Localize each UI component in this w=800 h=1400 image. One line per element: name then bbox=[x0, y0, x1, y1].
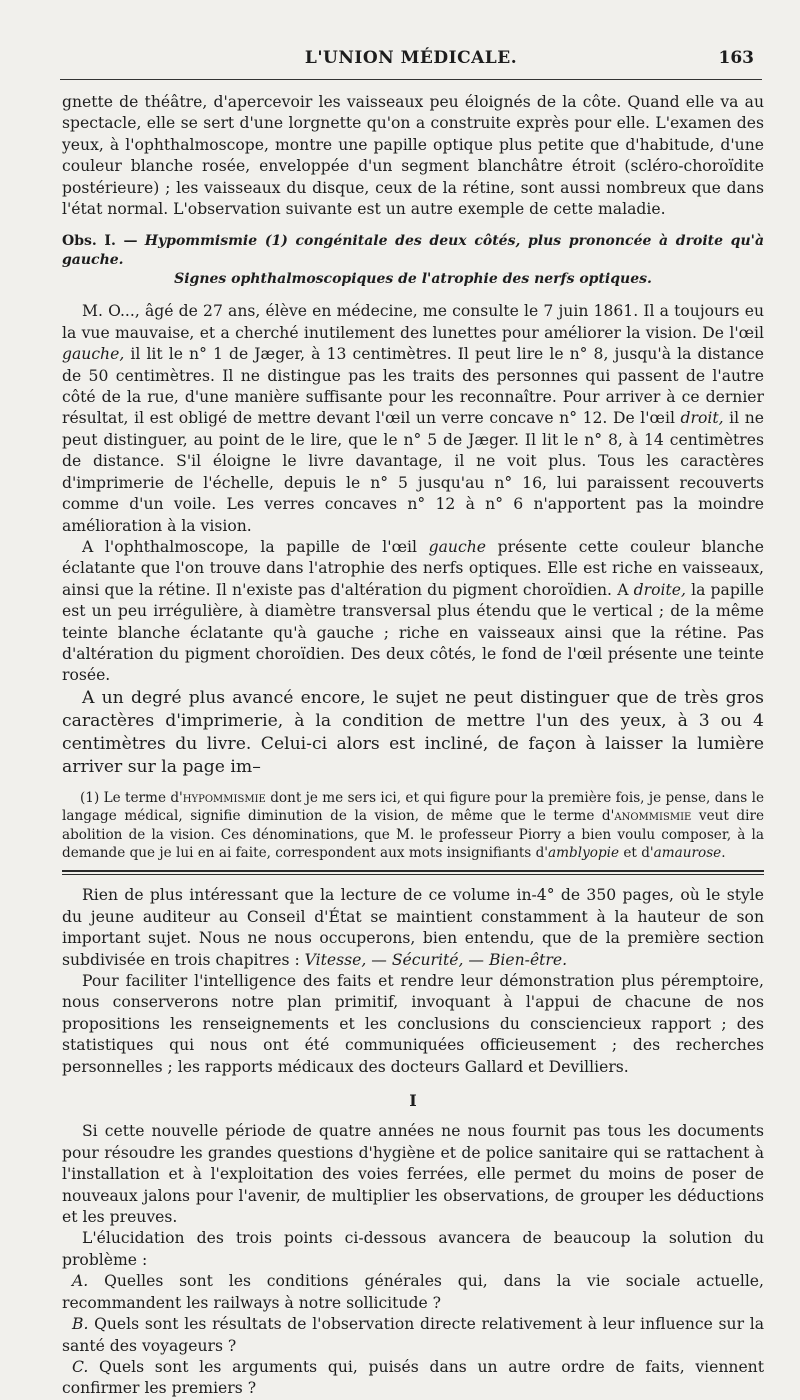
feuilleton-paragraph-1 bbox=[62, 885, 764, 971]
observation-paragraph-1 bbox=[62, 301, 764, 536]
feuilleton-p1-text: Rien de plus intéressant que la lecture de ce volume in-4° de 350 pages, où le style du jeune auditeur au Conseil d'État se maintient constamment à la hauteur de son important sujet. Nous ne nous occuperons, bien entendu, que de la première section subdivisée en trois chapitres : bbox=[62, 886, 764, 969]
observation-label: Obs. I. — bbox=[62, 233, 138, 250]
feuilleton-separator bbox=[62, 870, 764, 875]
header-rule bbox=[60, 79, 762, 80]
footnote-b: dont je me sers ici, et qui figure pour la première fois, je pense, dans le langage médical, signifie diminution de la vision, de même que le terme d' bbox=[62, 789, 764, 825]
obs-p2-droite: droite, bbox=[633, 580, 686, 599]
footnote-hypommismie: hypommismie bbox=[182, 789, 266, 806]
feuilleton-paragraph-4: L'élucidation des trois points ci-dessous avancera de beaucoup la solution du problème : bbox=[62, 1229, 764, 1269]
obs-p1-text-b: il lit le n° 1 de Jæger, à 13 centimètres. Il peut lire le n° 8, jusqu'à la distance de 50 centimètres. Il ne distingue pas les traits des personnes qui passent de l'autre côté de la rue, d'une manière suffisante pour les reconnaître. Pour arriver à ce dernier résultat, il est obligé de mettre devant l'œil un verre concave n° 12. De l'œil bbox=[62, 345, 764, 428]
footnote-d: et d' bbox=[619, 844, 654, 861]
feuilleton-paragraph-2: Pour faciliter l'intelligence des faits et rendre leur démonstration plus péremptoire, nous conserverons notre plan primitif, invoquant à l'appui de chacune de nos propositions les renseignements et les conclusions du consciencieux rapport ; des statistiques qui nous ont été communiquées officieusement ; des recherches personnelles ; les rapports médicaux des docteurs Gallard et Devilliers. bbox=[62, 972, 764, 1076]
running-head bbox=[58, 42, 764, 72]
feuilleton-paragraph-3: Si cette nouvelle période de quatre années ne nous fournit pas tous les documents pour résoudre les grandes questions d'hygiène et de police sanitaire qui se rattachent à l'installation et à l'exploitation des voies ferrées, elle permet du moins de poser de nouveaux jalons pour l'avenir, de multiplier les observations, de grouper les déductions et les preuves. bbox=[62, 1122, 764, 1227]
obs-p1-text-c: il ne peut distinguer, au point de le lire, que le n° 5 de Jæger. Il lit le n° 8, à 14 centimètres de distance. S'il éloigne le livre davantage, il ne voit plus. Tous les caractères d'imprimerie de l'échelle, depuis le n° 5 jusqu'au n° 16, lui paraissent recouverts comme d'un voile. Les verres concaves n° 12 à n° 6 n'apportent pas la moindre amélioration à la vision. bbox=[62, 409, 764, 535]
footnote-amblyopie: amblyopie bbox=[548, 844, 620, 861]
obs-p2-text-b: présente cette couleur blanche éclatante que l'on trouve dans l'atrophie des nerfs optiques. Elle est riche en vaisseaux, ainsi que la rétine. Il n'existe pas d'altération du pigment choroïdien. A bbox=[62, 537, 764, 599]
footnote-a: (1) Le terme d' bbox=[80, 789, 183, 806]
footnote-c: veut dire abolition de la vision. Ces dénominations, que M. le professeur Piorry a bien voulu composer, à la demande que je lui en ai faite, correspondent aux mots insignifiants d' bbox=[62, 808, 764, 861]
footnote-text bbox=[62, 789, 764, 863]
observation-heading bbox=[62, 232, 764, 289]
vitesse-label: Vitesse, bbox=[304, 950, 367, 969]
obs-p2-text-c: la papille est un peu irrégulière, à diamètre transversal plus étendu que le vertical ; de la même teinte blanche éclatante qu'à gauche ; riche en vaisseaux ainsi que la rétine. Pas d'altération du pigment choroïdien. Des deux côtés, le fond de l'œil présente une teinte rosée. bbox=[62, 580, 764, 685]
bien-etre-label: Bien-être. bbox=[488, 950, 568, 969]
question-b bbox=[62, 1314, 764, 1357]
feuilleton bbox=[62, 885, 764, 1399]
question-a bbox=[62, 1271, 764, 1314]
question-b-letter: B. bbox=[72, 1315, 89, 1334]
observation-paragraph-2 bbox=[62, 537, 764, 687]
footnote-anommismie: anommismie bbox=[614, 808, 692, 825]
obs-p2-text-a: A l'ophthalmoscope, la papille de l'œil bbox=[82, 537, 429, 556]
obs-p2-gauche: gauche bbox=[428, 537, 486, 556]
main-text bbox=[62, 92, 764, 1400]
question-a-letter: A. bbox=[72, 1272, 89, 1291]
dash-1: — bbox=[366, 950, 392, 969]
observation-body bbox=[62, 301, 764, 686]
question-c-letter: C. bbox=[72, 1357, 89, 1376]
footnote-amaurose: amaurose bbox=[653, 844, 722, 861]
running-title: L'UNION MÉDICALE. bbox=[304, 48, 518, 68]
obs-p1-gauche: gauche, bbox=[62, 345, 125, 364]
obs-p1-droit: droit, bbox=[680, 409, 724, 428]
observation-subtitle: Signes ophthalmoscopiques de l'atrophie des nerfs optiques. bbox=[174, 271, 652, 288]
observation-title: Hypommismie (1) congénitale des deux côtés, plus prononcée à droite qu'à gauche. bbox=[62, 233, 765, 269]
intro-paragraph: gnette de théâtre, d'apercevoir les vaisseaux peu éloignés de la côte. Quand elle va au spectacle, elle se sert d'une lorgnette qu'on a construite exprès pour elle. L'examen des yeux, à l'ophthalmoscope, montre une papille optique plus petite que d'habitude, d'une couleur blanche rosée, enveloppée d'un segment blanchâtre étroit (scléro-choroïdite postérieure) ; les vaisseaux du disque, ceux de la rétine, sont aussi nombreux que dans l'état normal. L'observation suivante est un autre exemple de cette maladie. bbox=[62, 93, 764, 219]
question-c-text: Quels sont les arguments qui, puisés dans un autre ordre de faits, viennent confirmer les premiers ? bbox=[62, 1357, 764, 1398]
page-number: 163 bbox=[718, 48, 754, 68]
question-c bbox=[62, 1357, 764, 1400]
footnote-e: . bbox=[721, 844, 726, 861]
footnote bbox=[62, 789, 764, 863]
section-numeral: I bbox=[409, 1091, 417, 1111]
dash-2: — bbox=[463, 950, 489, 969]
large-paragraph: A un degré plus avancé encore, le sujet ne peut distinguer que de très gros caractères d'imprimerie, à la condition de mettre l'un des yeux, à 3 ou 4 centimètres du livre. Celui-ci alors est incliné, de façon à laisser la lumière arriver sur la page im– bbox=[62, 687, 764, 777]
securite-label: Sécurité, bbox=[391, 950, 464, 969]
obs-p1-text-a: M. O..., âgé de 27 ans, élève en médecine, me consulte le 7 juin 1861. Il a toujours eu la vue mauvaise, et a cherché inutilement des lunettes pour améliorer la vision. De l'œil bbox=[62, 302, 764, 342]
question-b-text: Quels sont les résultats de l'observation directe relativement à leur influence sur la santé des voyageurs ? bbox=[62, 1315, 764, 1355]
question-a-text: Quelles sont les conditions générales qui, dans la vie sociale actuelle, recommandent les railways à notre sollicitude ? bbox=[62, 1272, 764, 1312]
